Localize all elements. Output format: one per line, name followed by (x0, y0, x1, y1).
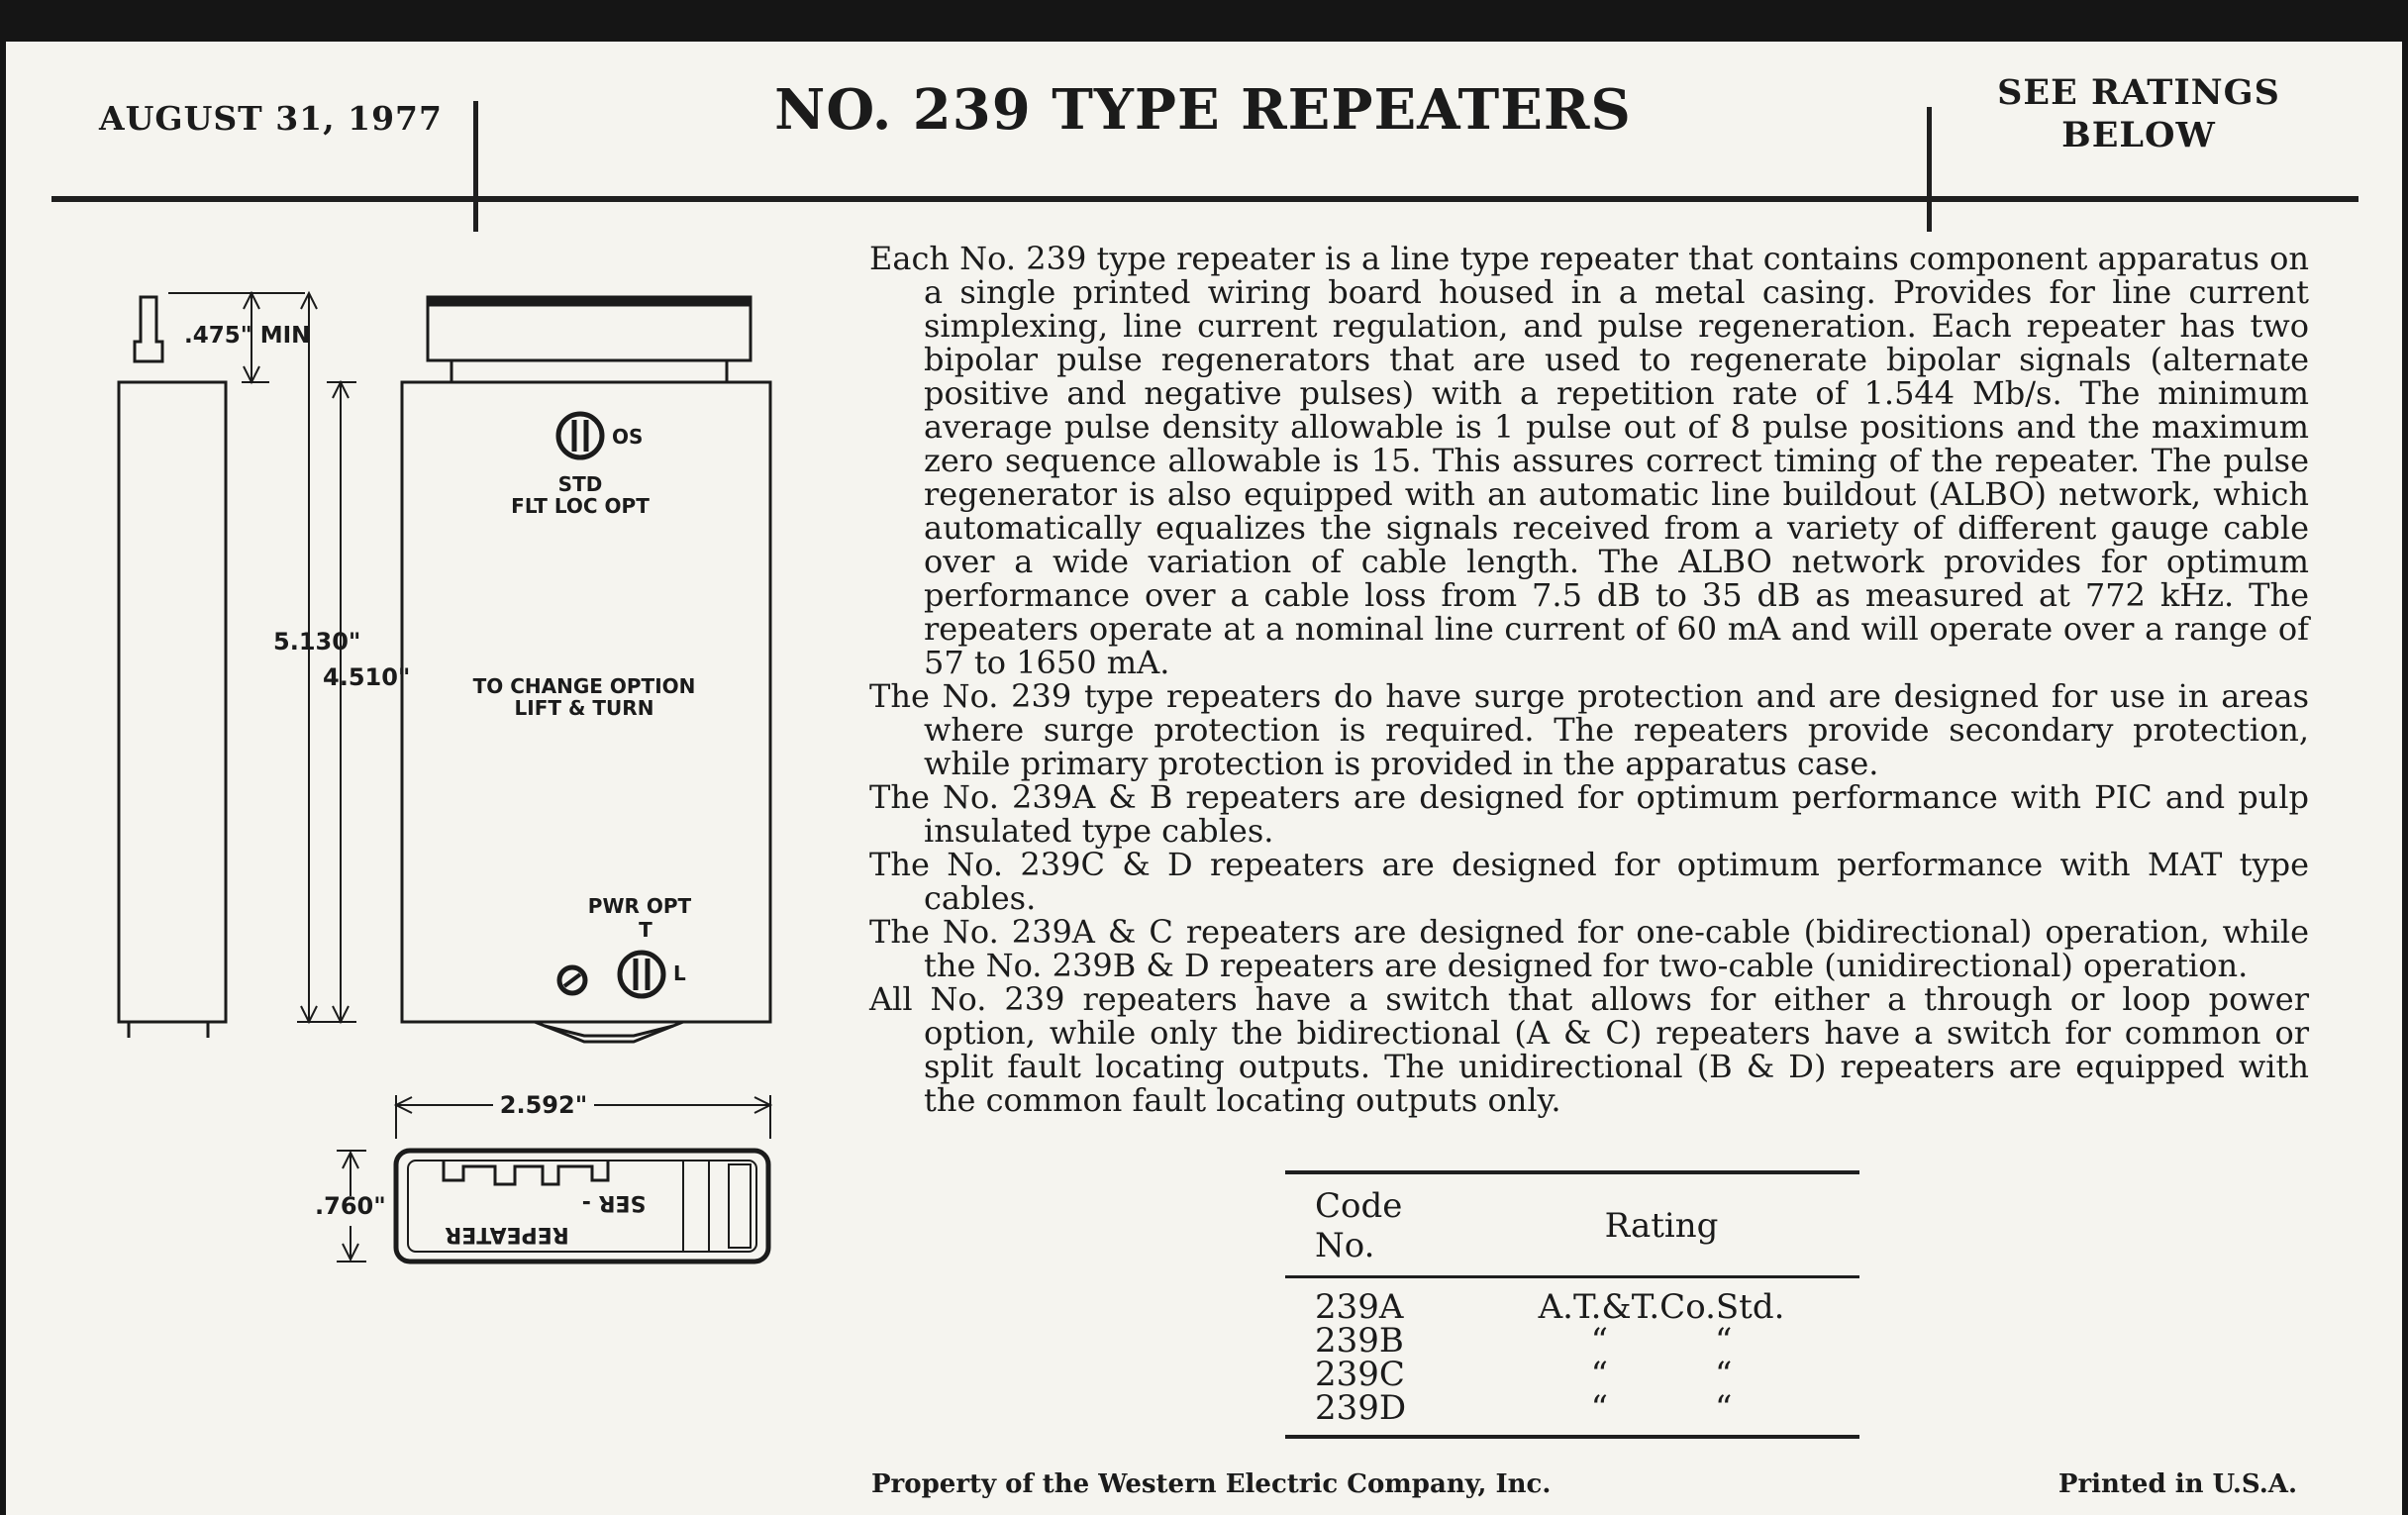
footer-printed-note: Printed in U.S.A. (2057, 1469, 2297, 1499)
dim-width-label: 2.592" (499, 1091, 588, 1119)
description-paragraph: The No. 239A & B repeaters are designed for optimum performance with PIC and pulp insulated type cables. (869, 778, 2309, 850)
code-cell: 239C (1315, 1355, 1405, 1394)
table-row (1285, 1358, 1859, 1391)
document-date: AUGUST 31, 1977 (99, 99, 443, 138)
description-paragraph: Each No. 239 type repeater is a line type repeater that contains component apparatus on a single printed wiring board housed in a metal casing. Provides for line current simplexing, line current regulation, and pulse regeneration. Each repeater has two bipolar pulse regenerators that are used to regenerate bipolar signals (alternate positive and negative pulses) with a repetition rate of 1.544 Mb/s. The minimum average pulse density allowable is 1 pulse out of 8 pulse positions and the maximum zero sequence allowable is 15. This assures correct timing of the repeater. The pulse regenerator is also equipped with an automatic line buildout (ALBO) network, which automatically equalizes the signals received from a variety of different gauge cable over a wide variation of cable length. The ALBO network provides for optimum performance over a cable loss from 7.5 dB to 35 dB as measured at 772 kHz. The repeaters operate at a nominal line current of 60 mA and will operate over a range of 57 to 1650 mA. (869, 240, 2309, 681)
rating-cell: “ “ (1590, 1355, 1733, 1394)
code-cell: 239D (1315, 1388, 1407, 1428)
pwr-t-label: T (639, 918, 652, 942)
dim-overall-height-label: 5.130" (273, 628, 361, 656)
side-view (119, 293, 356, 1038)
table-row (1285, 1324, 1859, 1358)
dim-depth-label: .760" (315, 1192, 386, 1220)
front-view (402, 297, 770, 1042)
power-screw (559, 967, 585, 993)
ratings-table (1285, 1170, 1859, 1439)
document-title: NO. 239 TYPE REPEATERS (774, 77, 1632, 143)
lift-turn-label: LIFT & TURN (514, 696, 654, 720)
switch-os-label: OS (612, 425, 644, 449)
dim-body-height-label: 4.510" (323, 663, 411, 691)
rating-cell: “ “ (1590, 1321, 1733, 1361)
column-header-code: Code No. (1315, 1186, 1403, 1265)
table-row (1285, 1277, 1859, 1325)
footer-property-note: Property of the Western Electric Company, Inc. (871, 1469, 1552, 1499)
code-cell: 239B (1315, 1321, 1404, 1361)
description-text (869, 242, 2309, 1117)
pwr-l-label: L (673, 961, 686, 985)
description-paragraph: All No. 239 repeaters have a switch that allows for either a through or loop power option, while only the bidirectional (A & C) repeaters have a switch for common or split fault locating outputs. The unidirectional (B & D) repeaters are equipped with the common fault locating outputs only. (869, 980, 2309, 1119)
code-cell: 239A (1315, 1287, 1404, 1327)
column-header-rating: Rating (1604, 1206, 1719, 1246)
rating-cell: A.T.&T.Co.Std. (1538, 1287, 1785, 1327)
description-paragraph: The No. 239A & C repeaters are designed for one-cable (bidirectional) operation, while the No. 239B & D repeaters are designed for two-cable (unidirectional) operation. (869, 913, 2309, 984)
dim-min-label: .475" MIN (184, 323, 311, 349)
table-row (1285, 1391, 1859, 1437)
end-label-repeater: REPEATER (445, 1222, 569, 1247)
switch-std-label: STD (557, 472, 603, 496)
change-option-label: TO CHANGE OPTION (472, 674, 696, 698)
end-label-ser: SER - (581, 1190, 647, 1215)
flt-loc-opt-label: FLT LOC OPT (511, 494, 650, 518)
description-paragraph: The No. 239 type repeaters do have surge protection and are designed for use in areas where surge protection is required. The repeaters provide secondary protection, while primary protection is provided in the apparatus case. (869, 677, 2309, 782)
pwr-opt-label: PWR OPT (587, 894, 692, 918)
ratings-note-line-1: SEE RATINGS (1997, 72, 2280, 113)
rating-cell: “ “ (1590, 1388, 1733, 1428)
table-header-row (1285, 1172, 1859, 1277)
power-option-switch (620, 953, 663, 996)
description-paragraph: The No. 239C & D repeaters are designed for optimum performance with MAT type cables. (869, 846, 2309, 917)
os-std-switch (558, 414, 602, 457)
ratings-note-line-2: BELOW (2061, 115, 2216, 155)
